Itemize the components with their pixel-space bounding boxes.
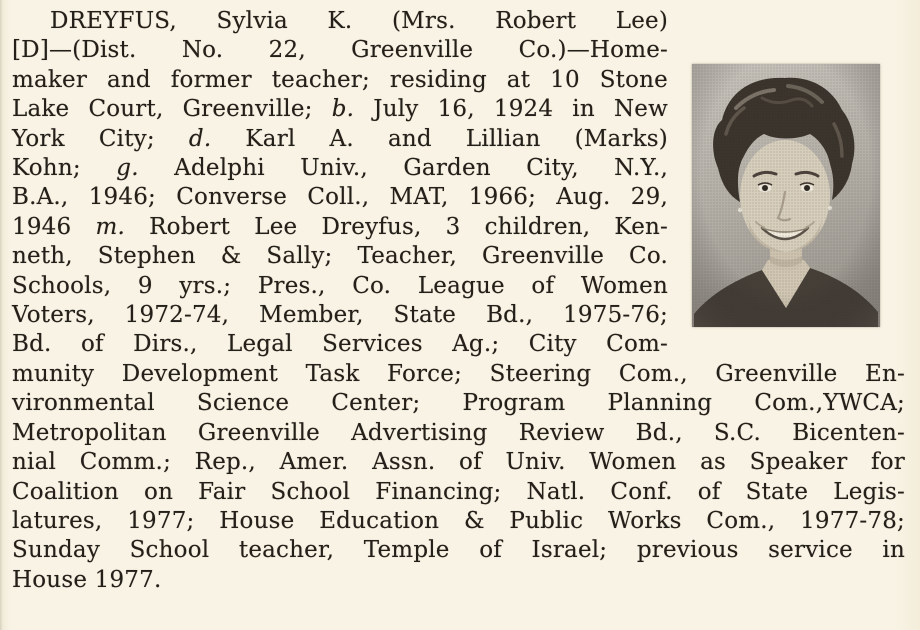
portrait-photo-illustration xyxy=(692,64,880,327)
bio-text-segment: Kohn; xyxy=(12,155,117,182)
bio-abbrev-italic: m. xyxy=(95,213,126,240)
bio-line xyxy=(12,566,905,595)
bio-text-segment: neth, Stephen & Sally; Teacher, Greenville Co. xyxy=(12,243,668,270)
bio-text-segment: latures, 1977; House Education & Public Works Com., 1977-78; xyxy=(12,507,905,534)
bio-text-segment: Voters, 1972-74, Member, State Bd., 1975-76; xyxy=(12,302,668,329)
bio-line xyxy=(12,36,668,65)
bio-line xyxy=(12,7,668,36)
bio-line xyxy=(12,125,668,154)
bio-text-segment: York City; xyxy=(12,125,189,152)
bio-line xyxy=(12,536,905,565)
bio-line xyxy=(12,448,905,477)
bio-text-segment: 1946 xyxy=(12,213,96,240)
bio-line xyxy=(12,154,668,183)
bio-text-segment: Adelphi Univ., Garden City, N.Y., xyxy=(138,155,668,182)
bio-line xyxy=(12,419,905,448)
bio-text-segment: July 16, 1924 in New xyxy=(354,96,669,123)
bio-text-segment: munity Development Task Force; Steering Com., Greenville En- xyxy=(12,360,905,387)
bio-text-segment: Karl A. and Lillian (Marks) xyxy=(211,125,668,152)
bio-text-segment: nial Comm.; Rep., Amer. Assn. of Univ. Women as Speaker for xyxy=(12,449,905,476)
bio-line xyxy=(12,478,905,507)
bio-text-segment: Metropolitan Greenville Advertising Review Bd., S.C. Bicenten- xyxy=(12,419,905,446)
bio-line xyxy=(12,330,668,359)
bio-text-segment: Coalition on Fair School Financing; Natl. Conf. of State Legis- xyxy=(12,478,905,505)
bio-text-segment: Robert Lee Dreyfus, 3 children, Ken- xyxy=(125,213,668,240)
bio-abbrev-italic: b. xyxy=(331,96,355,123)
bio-line xyxy=(12,213,668,242)
bio-line xyxy=(12,242,668,271)
bio-text-segment: Lake Court, Greenville; xyxy=(12,96,332,123)
bio-line xyxy=(12,507,905,536)
bio-text-segment: House 1977. xyxy=(12,566,162,593)
bio-text-segment: Schools, 9 yrs.; Pres., Co. League of Women xyxy=(12,272,668,299)
bio-line xyxy=(12,389,905,418)
bio-text-segment: vironmental Science Center; Program Planning Com.,YWCA; xyxy=(12,390,905,417)
bio-line xyxy=(12,66,668,95)
bio-text-segment: maker and former teacher; residing at 10 Stone xyxy=(12,66,668,93)
bio-line xyxy=(12,360,905,389)
bio-text-segment: [D]—(Dist. No. 22, Greenville Co.)—Home- xyxy=(12,37,668,64)
bio-line xyxy=(12,183,668,212)
bio-abbrev-italic: d. xyxy=(188,125,212,152)
bio-text-segment: B.A., 1946; Converse Coll., MAT, 1966; Aug. 29, xyxy=(12,184,668,211)
bio-abbrev-italic: g. xyxy=(116,155,139,182)
bio-text-segment: Sunday School teacher, Temple of Israel; previous service in xyxy=(12,537,905,564)
bio-text-segment: Bd. of Dirs., Legal Services Ag.; City Com- xyxy=(12,331,668,358)
bio-text-segment: DREYFUS, Sylvia K. (Mrs. Robert Lee) xyxy=(50,8,668,34)
bio-line xyxy=(12,301,668,330)
bio-line xyxy=(12,272,668,301)
bio-line xyxy=(12,95,668,124)
portrait-photo xyxy=(692,64,880,327)
